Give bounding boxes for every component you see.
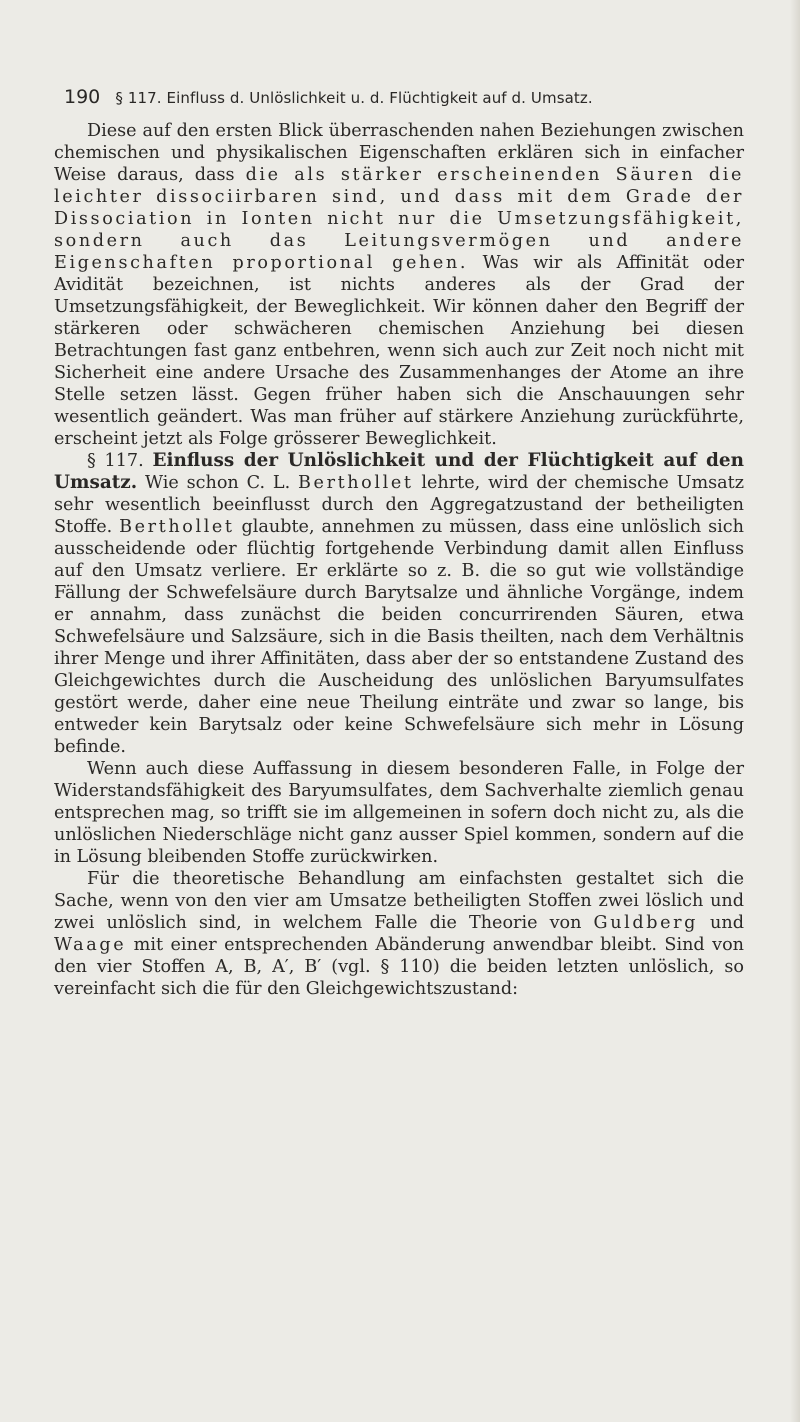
author-name-berthollet-2: Berthollet: [119, 517, 235, 537]
p1-spaced-emphasis: die als stärker erscheinenden Säuren die leichter dissociirbaren sind, und dass mit dem Grade der Dissociation in Ionten nicht nur die Umsetzungsfähigkeit, sondern auch das Leitungsvermögen und andere Eigenschaften proportional gehen.: [54, 165, 744, 273]
p1-text-2: Was wir als Affinität oder Avidität bezeichnen, ist nichts anderes als der Grad der Umsetzungsfähigkeit, der Beweglichkeit. Wir können daher den Begriff der stärkeren oder schwächeren chemischen Anziehung bei diesen Betrachtungen fast ganz entbehren, wenn sich auch zur Zeit noch nicht mit Sicherheit eine andere Ursache des Zusammenhanges der Atome an ihre Stelle setzen lässt. Gegen früher haben sich die Anschauungen sehr wesentlich geändert. Was man früher auf stärkere Anziehung zurückführte, erscheint jetzt als Folge grösserer Beweglichkeit.: [54, 253, 744, 449]
page-edge-shadow: [790, 0, 800, 1422]
author-name-berthollet: Berthollet: [298, 473, 414, 493]
paragraph-2: [54, 450, 744, 758]
p2-text-1: Wie schon C. L.: [137, 473, 299, 493]
section-heading: Einfluss der Unlöslichkeit und der Flüchtigkeit auf den Umsatz.: [54, 450, 744, 493]
page-header: [64, 86, 744, 112]
p4-text-1: Für die theoretische Behandlung am einfachsten gestaltet sich die Sache, wenn von den vier am Umsatze betheiligten Stoffen zwei löslich und zwei unlöslich sind, in welchem Falle die Theorie von: [54, 869, 744, 933]
paragraph-3: [54, 758, 744, 868]
p3-text-1: Wenn auch diese Auffassung in diesem besonderen Falle, in Folge der Widerstandsfähigkeit des Baryumsulfates, dem Sachverhalte ziemlich genau entsprechen mag, so trifft sie im allgemeinen in sofern doch nicht zu, als die unlöslichen Niederschläge nicht ganz ausser Spiel kommen, sondern auf die in Lösung bleibenden Stoffe zurückwirken.: [54, 759, 744, 867]
p1-text-1: Diese auf den ersten Blick überraschenden nahen Beziehungen zwischen chemischen und physikalischen Eigenschaften erklären sich in einfacher Weise daraus, dass: [54, 121, 744, 185]
page-number: 190: [64, 86, 101, 108]
p2-text-3: glaubte, annehmen zu müssen, dass eine unlöslich sich ausscheidende oder flüchtig fortgehende Verbindung damit allen Einfluss auf den Umsatz verliere. Er erklärte so z. B. die so gut wie vollständige Fällung der Schwefelsäure durch Barytsalze und ähnliche Vorgänge, indem er annahm, dass zunächst die beiden concurrirenden Säuren, etwa Schwefelsäure und Salzsäure, sich in die Basis theilten, nach dem Verhältnis ihrer Menge und ihrer Affinitäten, dass aber der so entstandene Zustand des Gleichgewichtes durch die Auscheidung des unlöslichen Baryumsulfates gestört werde, daher eine neue Theilung einträte und zwar so lange, bis entweder kein Barytsalz oder keine Schwefelsäure sich mehr in Lösung befinde.: [54, 517, 744, 757]
p2-text-2: lehrte, wird der chemische Umsatz sehr wesentlich beeinflusst durch den Aggregatzustand der betheiligten Stoffe.: [54, 473, 744, 537]
p4-text-2: und: [697, 913, 744, 933]
paragraph-4: [54, 868, 744, 1000]
p4-text-3: mit einer entsprechenden Abänderung anwendbar bleibt. Sind von den vier Stoffen A, B, A′, B′ (vgl. § 110) die beiden letzten unlöslich, so vereinfacht sich die für den Gleichgewichtszustand:: [54, 935, 744, 999]
paragraph-1: [54, 120, 744, 450]
author-name-waage: Waage: [54, 935, 127, 955]
author-name-guldberg: Guldberg: [593, 913, 698, 933]
section-number: § 117.: [87, 451, 144, 471]
body-text: [54, 120, 744, 1000]
running-head: § 117. Einfluss d. Unlöslichkeit u. d. Flüchtigkeit auf d. Umsatz.: [115, 89, 593, 107]
